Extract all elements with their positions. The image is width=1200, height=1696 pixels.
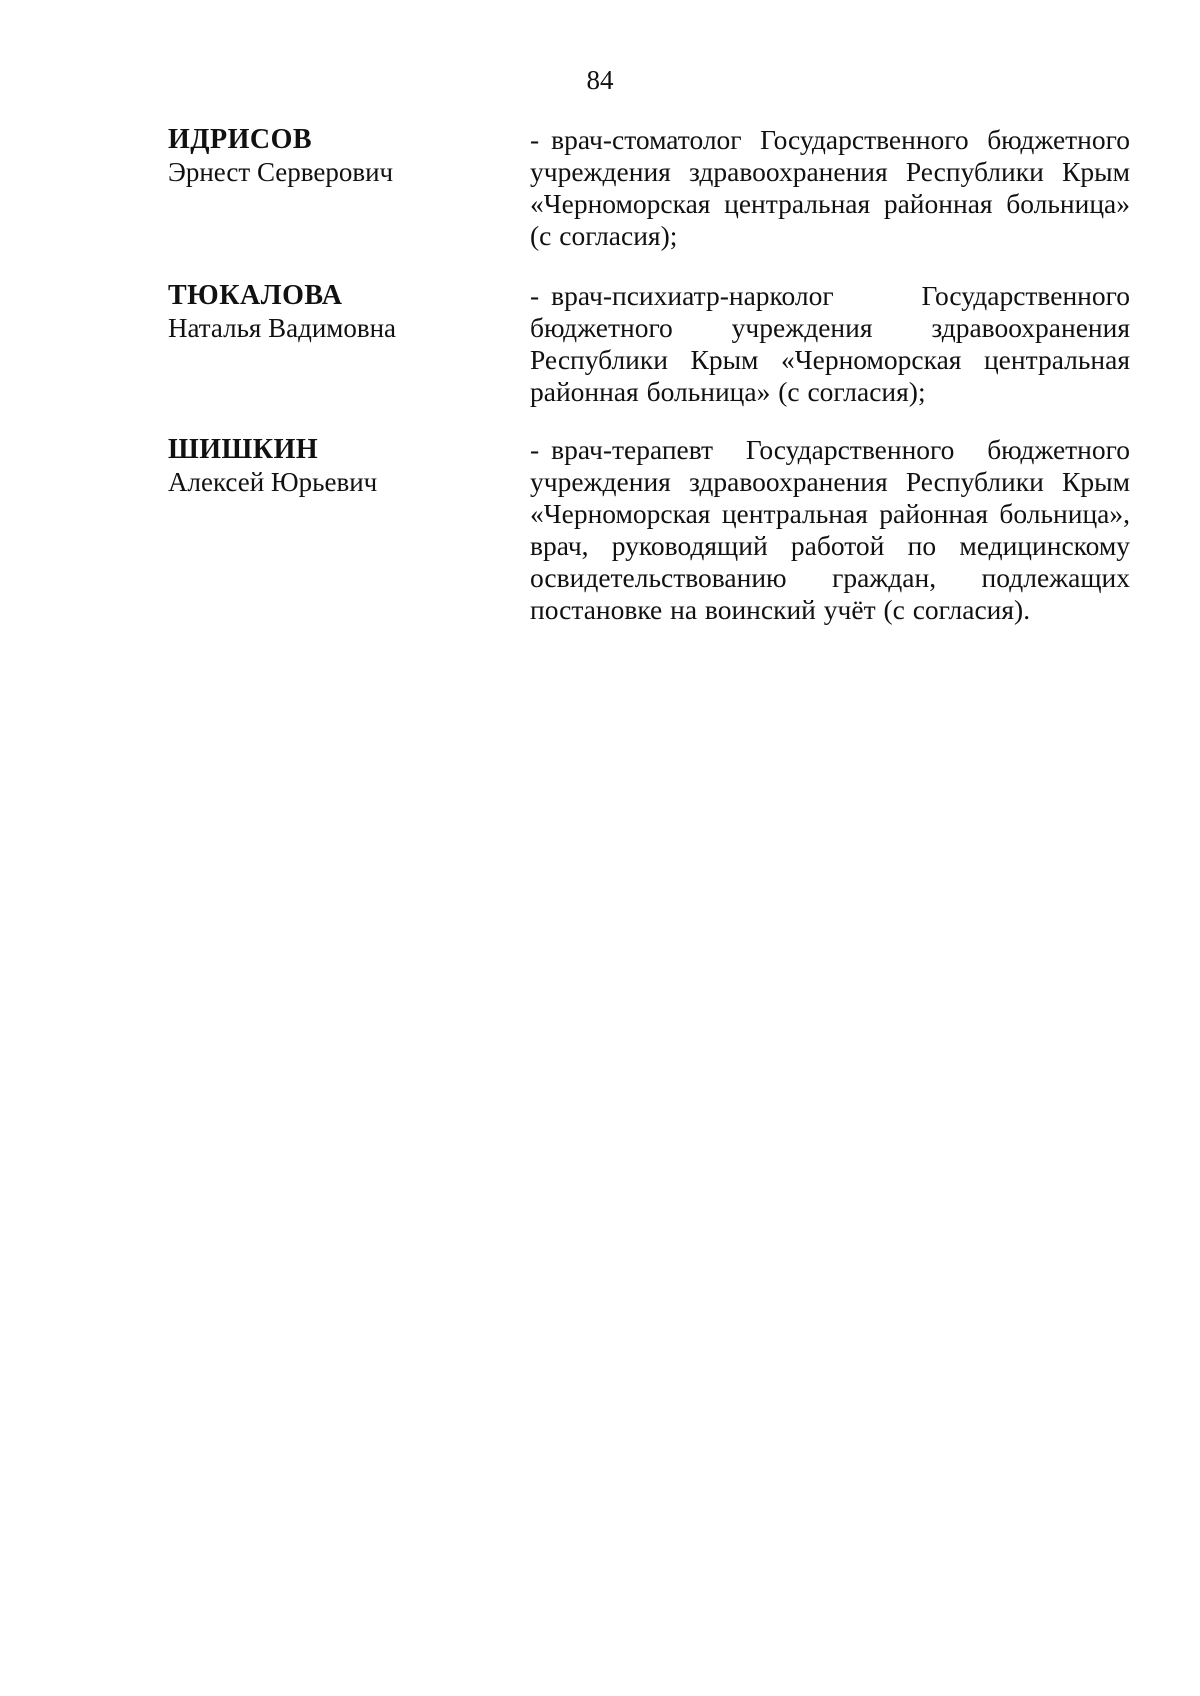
member-role [530,124,1130,252]
member-surname: ИДРИСОВ [168,124,313,155]
member-surname: ТЮКАЛОВА [168,280,343,311]
member-name-block [168,280,498,344]
member-role-text: врач-терапевт Государственного бюджетного учреждения здравоохранения Республики Крым «Черноморская центральная районная больница», врач, руководящий работой по медицинскому освидетельствованию граждан, подлежащих постановке на воинский учёт (с согласия). [530,434,1130,625]
member-role-text: врач-психиатр-нарколог Государственного бюджетного учреждения здравоохранения Республики Крым «Черноморская центральная районная больница» (с согласия); [530,280,1130,407]
member-role [530,280,1130,408]
member-given-names: Наталья Вадимовна [168,313,397,343]
member-role [530,434,1130,626]
member-surname: ШИШКИН [168,434,319,465]
member-given-names: Эрнест Серверович [168,157,394,187]
role-dash: - [530,280,540,311]
member-name-block [168,434,498,498]
role-dash: - [530,434,540,465]
member-role-text: врач-стоматолог Государственного бюджетного учреждения здравоохранения Республики Крым «Черноморская центральная районная больница» (с согласия); [530,124,1130,251]
page-number: 84 [586,65,614,95]
role-dash: - [530,124,540,155]
member-given-names: Алексей Юрьевич [168,467,378,497]
member-name-block [168,124,498,188]
